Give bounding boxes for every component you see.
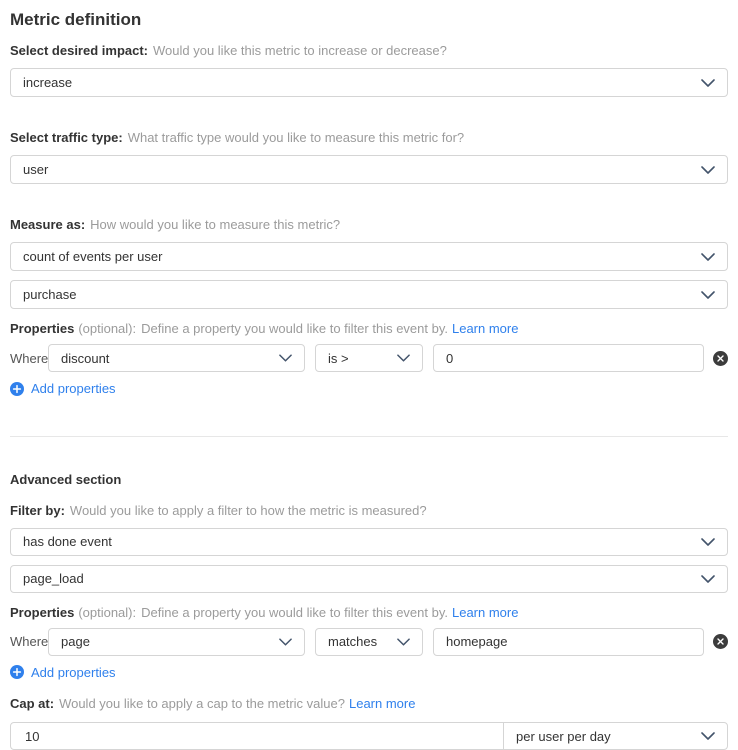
chevron-down-icon: [279, 354, 292, 362]
chevron-down-icon: [701, 732, 715, 740]
filter-by-label: Filter by:: [10, 502, 65, 518]
chevron-down-icon: [397, 354, 410, 362]
cap-hint: Would you like to apply a cap to the metric value?: [59, 696, 345, 711]
chevron-down-icon: [701, 253, 715, 261]
traffic-label-line: [10, 130, 728, 146]
chevron-down-icon: [701, 538, 715, 546]
chevron-down-icon: [701, 575, 715, 583]
add-properties-label: Add properties: [31, 664, 116, 680]
measure-hint: How would you like to measure this metric?: [90, 217, 341, 232]
cap-value-input[interactable]: [10, 722, 504, 750]
section-divider: [10, 436, 728, 437]
filter-property-filter-row: [10, 628, 728, 656]
event-operator-select[interactable]: [315, 344, 423, 372]
measure-event-select[interactable]: [10, 280, 728, 309]
cap-unit-value: per user per day: [516, 728, 611, 744]
event-property-value: discount: [61, 350, 110, 366]
event-property-select[interactable]: [48, 344, 305, 372]
filter-property-value: page: [61, 634, 90, 649]
where-label: Where: [10, 350, 49, 366]
cap-row: [10, 722, 728, 750]
impact-label-line: [10, 43, 728, 59]
measure-aggregation-value: count of events per user: [23, 249, 163, 264]
event-properties-hint: Define a property you would like to filter this event by.: [141, 321, 448, 336]
traffic-select[interactable]: [10, 155, 728, 184]
filter-type-select[interactable]: [10, 528, 728, 556]
traffic-hint: What traffic type would you like to measure this metric for?: [127, 130, 465, 145]
cap-unit-select[interactable]: [503, 722, 728, 750]
cap-learn-more-link[interactable]: Learn more: [348, 696, 416, 711]
filter-properties-optional: (optional):: [78, 604, 137, 620]
add-plus-icon: [10, 382, 24, 396]
filter-type-value: has done event: [23, 534, 112, 549]
measure-aggregation-select[interactable]: [10, 242, 728, 271]
filter-property-select[interactable]: [48, 628, 305, 656]
add-properties-button[interactable]: [10, 381, 116, 396]
event-properties-label: Properties: [10, 321, 75, 336]
filter-label-line: [10, 503, 728, 519]
filter-properties-line: [10, 605, 728, 621]
filter-properties-label: Properties: [10, 604, 75, 620]
chevron-down-icon: [279, 638, 292, 646]
event-property-value-input[interactable]: [433, 344, 704, 372]
filter-properties-learn-more-link[interactable]: Learn more: [451, 604, 519, 620]
event-property-filter-row: [10, 344, 728, 372]
measure-label-line: [10, 217, 728, 233]
chevron-down-icon: [397, 638, 410, 646]
where-label: Where: [10, 634, 49, 649]
impact-hint: Would you like this metric to increase or decrease?: [153, 43, 447, 58]
filter-event-select[interactable]: [10, 565, 728, 593]
filter-operator-select[interactable]: [315, 628, 423, 656]
chevron-down-icon: [701, 79, 715, 87]
remove-property-icon[interactable]: [712, 350, 728, 366]
event-properties-learn-more-link[interactable]: Learn more: [451, 321, 519, 336]
add-plus-icon: [10, 665, 24, 679]
traffic-select-value: user: [23, 162, 49, 177]
filter-by-hint: Would you like to apply a filter to how the metric is measured?: [69, 502, 427, 518]
add-properties-button[interactable]: [10, 665, 116, 680]
filter-operator-value: matches: [328, 634, 378, 649]
cap-label: Cap at:: [10, 696, 55, 711]
impact-label: Select desired impact:: [10, 43, 148, 58]
cap-label-line: [10, 696, 728, 712]
impact-select[interactable]: [10, 68, 728, 97]
chevron-down-icon: [701, 166, 715, 174]
filter-event-value: page_load: [23, 571, 84, 586]
page-title: Metric definition: [10, 10, 142, 29]
event-properties-line: [10, 321, 728, 337]
advanced-section-title: Advanced section: [10, 471, 122, 487]
event-properties-optional: (optional):: [78, 321, 137, 336]
event-operator-value: is >: [328, 350, 349, 366]
chevron-down-icon: [701, 291, 715, 299]
impact-select-value: increase: [23, 75, 73, 90]
add-properties-label: Add properties: [31, 381, 116, 396]
measure-event-value: purchase: [23, 287, 77, 302]
filter-properties-hint: Define a property you would like to filter this event by.: [141, 604, 448, 620]
filter-property-value-input[interactable]: [433, 628, 704, 656]
remove-property-icon[interactable]: [712, 634, 728, 650]
measure-label: Measure as:: [10, 217, 86, 232]
traffic-label: Select traffic type:: [10, 130, 123, 145]
